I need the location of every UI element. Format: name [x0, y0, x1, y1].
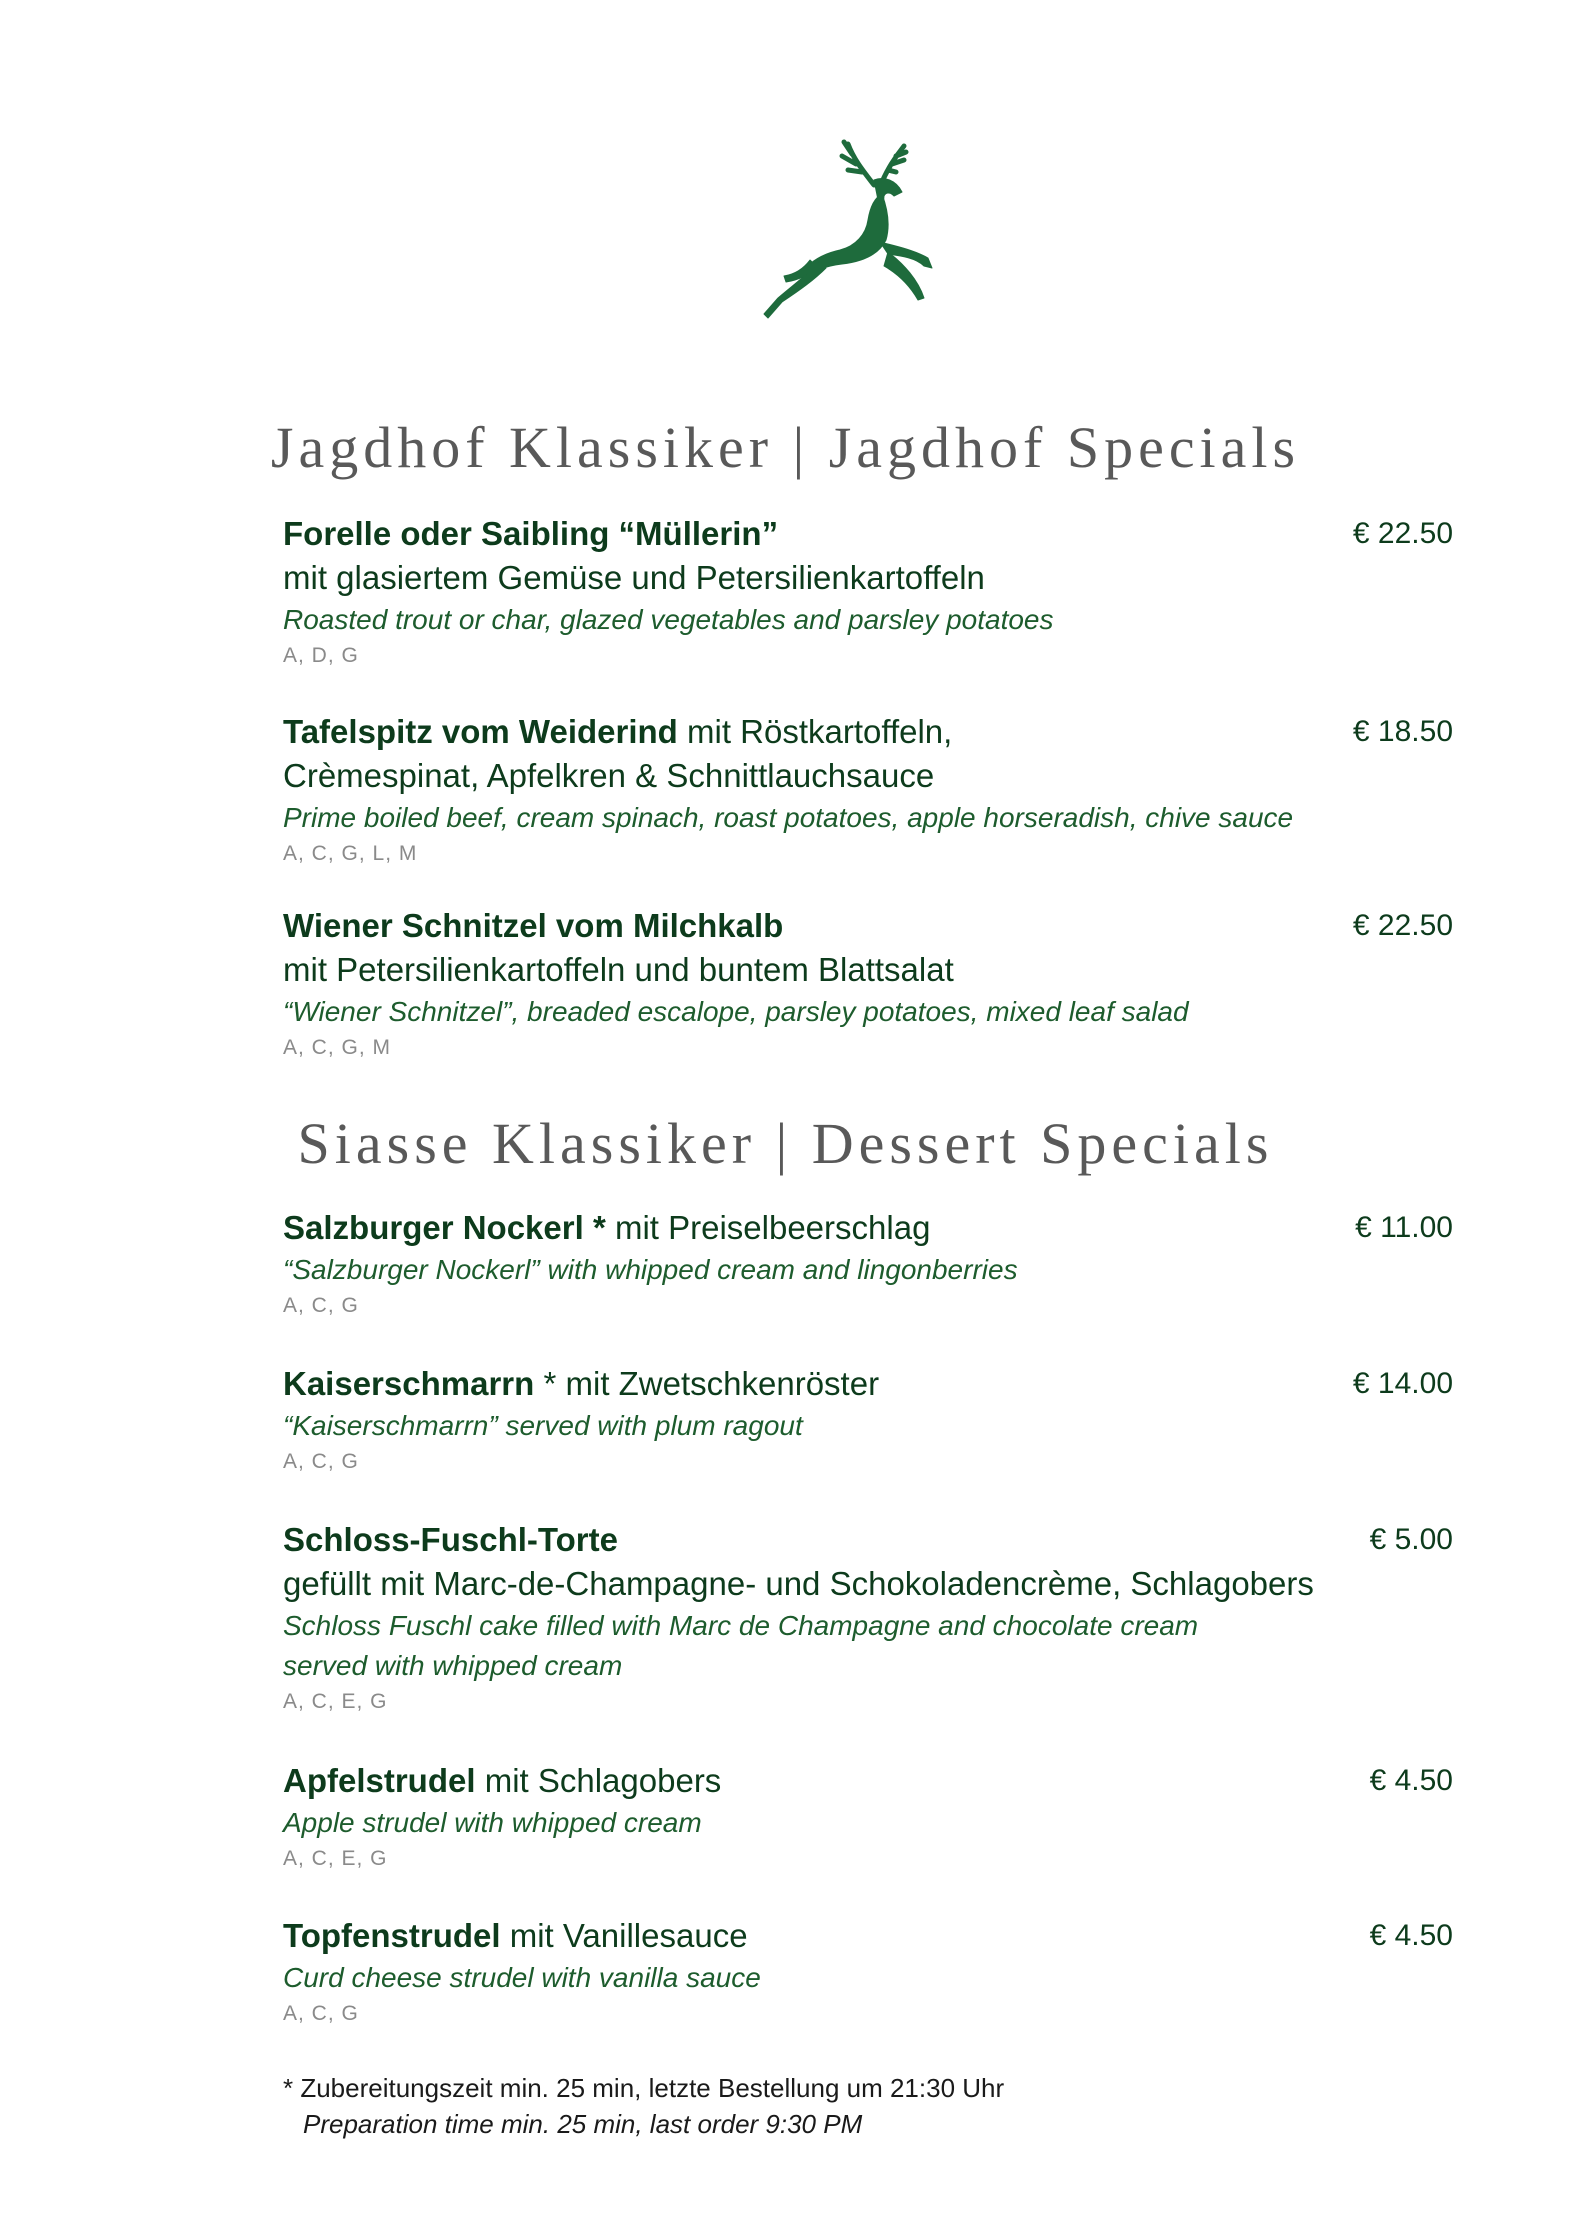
price: € 11.00: [1355, 1211, 1453, 1244]
dish-name-bold: Salzburger Nockerl *: [283, 1209, 606, 1246]
dish-name-bold: Tafelspitz vom Weiderind: [283, 713, 678, 750]
price: € 4.50: [1369, 1764, 1453, 1797]
price: € 14.00: [1352, 1367, 1453, 1400]
price: € 4.50: [1369, 1919, 1453, 1952]
allergen-codes: A, C, G: [283, 1450, 359, 1473]
price: € 22.50: [1352, 517, 1453, 550]
allergen-codes: A, D, G: [283, 644, 359, 667]
dish-description-english: Curd cheese strudel with vanilla sauce: [283, 1962, 761, 1993]
dish-description-english: Roasted trout or char, glazed vegetables and parsley potatoes: [283, 604, 1054, 635]
dish-description-english: “Salzburger Nockerl” with whipped cream and lingonberries: [283, 1254, 1018, 1285]
dish-name: [283, 1362, 1453, 1406]
dish-description-english: Schloss Fuschl cake filled with Marc de Champagne and chocolate cream: [283, 1610, 1199, 1641]
dish-name: [283, 904, 1453, 948]
dish-name-bold: Schloss-Fuschl-Torte: [283, 1521, 618, 1558]
allergen-codes: A, C, E, G: [283, 1690, 388, 1713]
menu-item-forelle: [283, 512, 1453, 672]
dish-description-english: “Wiener Schnitzel”, breaded escalope, parsley potatoes, mixed leaf salad: [283, 996, 1189, 1027]
price: € 5.00: [1369, 1523, 1453, 1556]
menu-item-kaiserschmarrn: [283, 1362, 1453, 1478]
footnote: [283, 2070, 1004, 2142]
section-title-jagdhof: Jagdhof Klassiker | Jagdhof Specials: [270, 415, 1301, 480]
menu-item-schloss-fuschl-torte: [283, 1518, 1453, 1718]
dish-name: [283, 512, 1453, 556]
dish-name: [283, 1206, 1453, 1250]
dish-description-english: Prime boiled beef, cream spinach, roast potatoes, apple horseradish, chive sauce: [283, 802, 1294, 833]
menu-item-wiener-schnitzel: [283, 904, 1453, 1064]
allergen-codes: A, C, E, G: [283, 1847, 388, 1870]
footnote-english: Preparation time min. 25 min, last order 9:30 PM: [303, 2109, 863, 2139]
dish-description-english-line2: served with whipped cream: [283, 1650, 623, 1681]
dish-name-bold: Forelle oder Saibling “Müllerin”: [283, 515, 779, 552]
price: € 18.50: [1352, 715, 1453, 748]
dish-description: gefüllt mit Marc-de-Champagne- und Schokoladencrème, Schlagobers: [283, 1565, 1314, 1602]
dish-name: [283, 1914, 1453, 1958]
dish-name-rest: mit Vanillesauce: [500, 1917, 748, 1954]
dish-description: Crèmespinat, Apfelkren & Schnittlauchsauce: [283, 757, 935, 794]
section-title-dessert: Siasse Klassiker | Dessert Specials: [297, 1111, 1274, 1176]
allergen-codes: A, C, G: [283, 1294, 359, 1317]
dish-name-bold: Kaiserschmarrn: [283, 1365, 535, 1402]
dish-name-bold: Wiener Schnitzel vom Milchkalb: [283, 907, 784, 944]
allergen-codes: A, C, G, L, M: [283, 842, 418, 865]
dish-name-rest: mit Preiselbeerschlag: [605, 1209, 931, 1246]
dish-name: [283, 1518, 1453, 1562]
dish-name-rest: * mit Zwetschkenröster: [534, 1365, 880, 1402]
dish-description: mit glasiertem Gemüse und Petersilienkartoffeln: [283, 559, 985, 596]
dish-name-bold: Apfelstrudel: [283, 1762, 476, 1799]
dish-name-rest: mit Röstkartoffeln,: [677, 713, 953, 750]
dish-description: mit Petersilienkartoffeln und buntem Blattsalat: [283, 951, 954, 988]
dish-name: [283, 710, 1453, 754]
dish-description-english: Apple strudel with whipped cream: [283, 1807, 702, 1838]
menu-item-salzburger-nockerl: [283, 1206, 1453, 1322]
footnote-german: * Zubereitungszeit min. 25 min, letzte Bestellung um 21:30 Uhr: [283, 2073, 1005, 2103]
menu-item-tafelspitz: [283, 710, 1453, 870]
menu-item-apfelstrudel: [283, 1759, 1453, 1875]
dish-description-english: “Kaiserschmarrn” served with plum ragout: [283, 1410, 803, 1441]
price: € 22.50: [1352, 909, 1453, 942]
dish-name-bold: Topfenstrudel: [283, 1917, 501, 1954]
dish-name-rest: mit Schlagobers: [475, 1762, 722, 1799]
leaping-deer-icon: [756, 130, 976, 330]
menu-item-topfenstrudel: [283, 1914, 1453, 2030]
allergen-codes: A, C, G: [283, 2002, 359, 2025]
allergen-codes: A, C, G, M: [283, 1036, 392, 1059]
dish-name: [283, 1759, 1453, 1803]
